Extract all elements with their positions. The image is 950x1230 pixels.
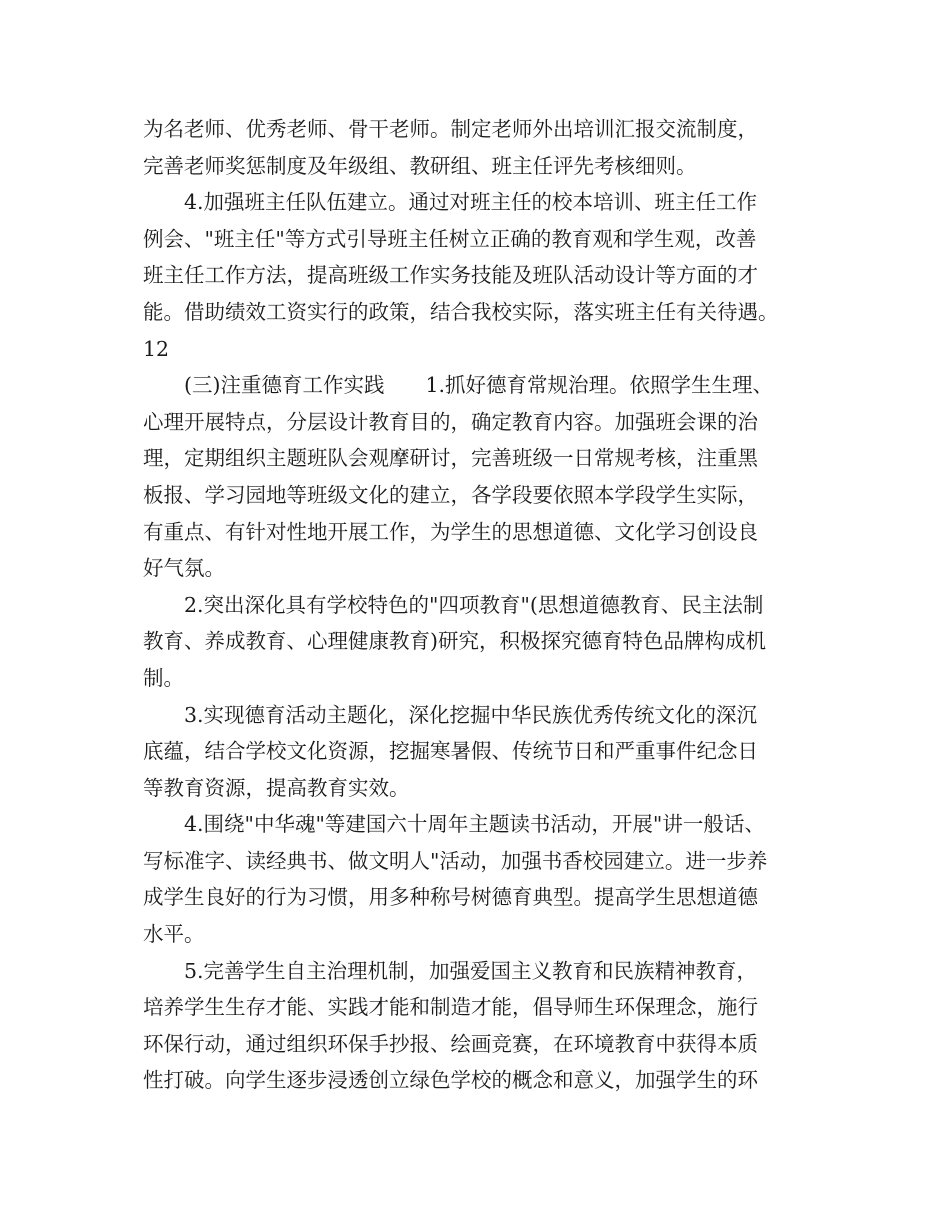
text-line: 5.完善学生自主治理机制，加强爱国主义教育和民族精神教育， <box>184 958 758 983</box>
text-line: 例会、"班主任"等方式引导班主任树立正确的教育观和学生观，改善 <box>143 226 757 251</box>
text-line: 3.实现德育活动主题化，深化挖掘中华民族优秀传统文化的深沉 <box>184 702 758 727</box>
text-line: 写标准字、读经典书、做文明人"活动，加强书香校园建立。进一步养 <box>143 848 768 873</box>
text-line: 完善老师奖惩制度及年级组、教研组、班主任评先考核细则。 <box>143 153 697 178</box>
text-line: 等教育资源，提高教育实效。 <box>143 775 410 800</box>
text-line: 培养学生生存才能、实践才能和制造才能，倡导师生环保理念，施行 <box>143 995 758 1020</box>
text-line: 班主任工作方法，提高班级工作实务技能及班队活动设计等方面的才 <box>143 263 758 288</box>
document-body <box>143 111 808 1099</box>
text-line: 心理开展特点，分层设计教育目的，确定教育内容。加强班会课的治 <box>143 409 758 434</box>
text-line: (三)注重德育工作实践 1.抓好德育常规治理。依照学生生理、 <box>184 373 774 398</box>
text-line: 底蕴，结合学校文化资源，挖掘寒暑假、传统节日和严重事件纪念日 <box>143 739 758 764</box>
text-line: 4.围绕"中华魂"等建国六十周年主题读书活动，开展"讲一般话、 <box>184 812 765 837</box>
text-line: 理，定期组织主题班队会观摩研讨，完善班级一日常规考核，注重黑 <box>143 446 758 471</box>
text-line: 水平。 <box>143 922 205 947</box>
text-line: 能。借助绩效工资实行的政策，结合我校实际，落实班主任有关待遇。 <box>143 299 779 324</box>
text-line: 为名老师、优秀老师、骨干老师。制定老师外出培训汇报交流制度， <box>143 117 758 141</box>
text-line: 好气氛。 <box>143 556 225 581</box>
text-line: 环保行动，通过组织环保手抄报、绘画竞赛，在环境教育中获得本质 <box>143 1031 758 1056</box>
text-line: 性打破。向学生逐步浸透创立绿色学校的概念和意义，加强学生的环 <box>143 1068 758 1093</box>
text-line: 教育、养成教育、心理健康教育)研究，积极探究德育特色品牌构成机 <box>143 629 766 654</box>
text-line: 板报、学习园地等班级文化的建立，各学段要依照本学段学生实际， <box>143 482 758 507</box>
text-line: 成学生良好的行为习惯，用多种称号树德育典型。提高学生思想道德 <box>143 885 758 910</box>
text-line: 有重点、有针对性地开展工作，为学生的思想道德、文化学习创设良 <box>143 519 758 544</box>
text-line: 2.突出深化具有学校特色的"四项教育"(思想道德教育、民主法制 <box>184 592 764 617</box>
text-line: 制。 <box>143 665 184 690</box>
text-line: 4.加强班主任队伍建立。通过对班主任的校本培训、班主任工作 <box>184 190 758 215</box>
text-line: 12 <box>143 336 170 361</box>
